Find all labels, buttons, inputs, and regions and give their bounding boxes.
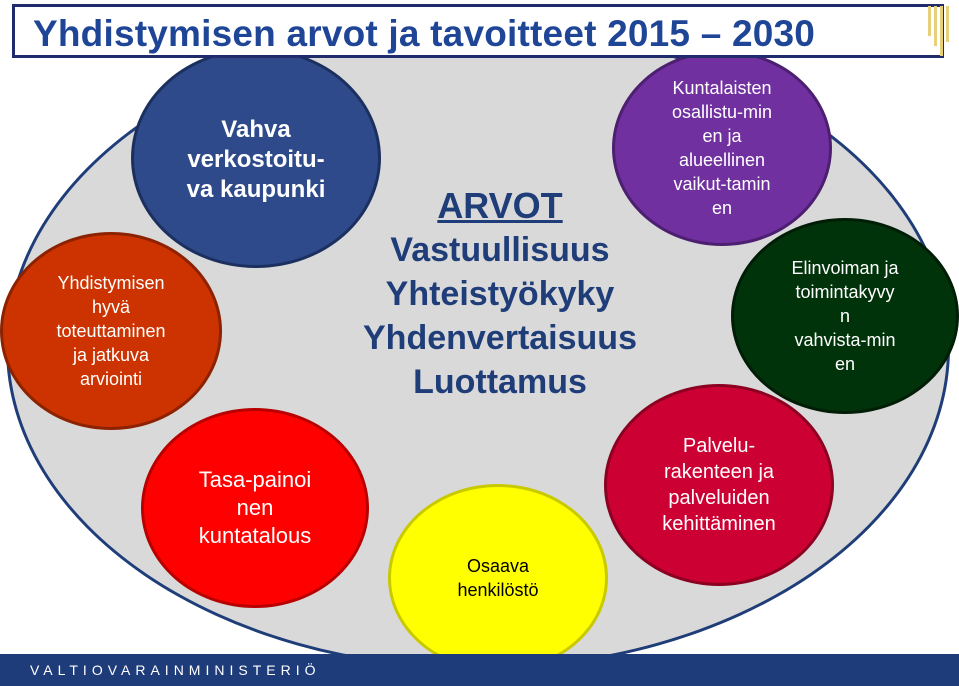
goal-circle-talous (141, 408, 369, 608)
decor-bar (946, 6, 949, 42)
goal-circle-henkilosto (388, 484, 608, 672)
goal-label-verkosto: Vahva verkostoitu- va kaupunki (186, 116, 326, 203)
goal-circle-yhdistyminen (0, 232, 222, 430)
value-item: Vastuullisuus (390, 231, 610, 269)
value-item: Yhdenvertaisuus (363, 319, 637, 357)
goal-circle-palvelut (604, 384, 834, 586)
goal-label-yhdistyminen: Yhdistymisen hyvä toteuttaminen ja jatkuva arviointi (56, 273, 166, 389)
goal-label-palvelut: Palvelu- rakenteen ja palveluiden kehittäminen (662, 435, 776, 535)
goal-label-elinvoima: Elinvoiman ja toimintakyvy n vahvista-min en (791, 258, 899, 374)
goal-label-kuntalaiset: Kuntalaisten osallistu-min en ja alueellinen vaikut-tamin en (671, 78, 773, 218)
goal-label-henkilosto: Osaava henkilöstö (457, 556, 539, 600)
values-center (300, 184, 700, 404)
value-item: Yhteistyökyky (385, 275, 615, 313)
footer-logo-text: VALTIOVARAINMINISTERIÖ (30, 662, 321, 678)
decor-bar (934, 6, 937, 46)
slide-title: Yhdistymisen arvot ja tavoitteet 2015 – 2030 (33, 13, 816, 54)
footer-bar (0, 654, 959, 686)
value-item: Luottamus (413, 363, 587, 401)
decor-bar (928, 6, 931, 36)
decor-bar (940, 6, 943, 56)
values-heading: ARVOT (437, 185, 563, 226)
goal-label-talous: Tasa-painoi nen kuntatalous (198, 467, 312, 548)
title-box (12, 4, 944, 58)
goal-circle-elinvoima (731, 218, 959, 414)
